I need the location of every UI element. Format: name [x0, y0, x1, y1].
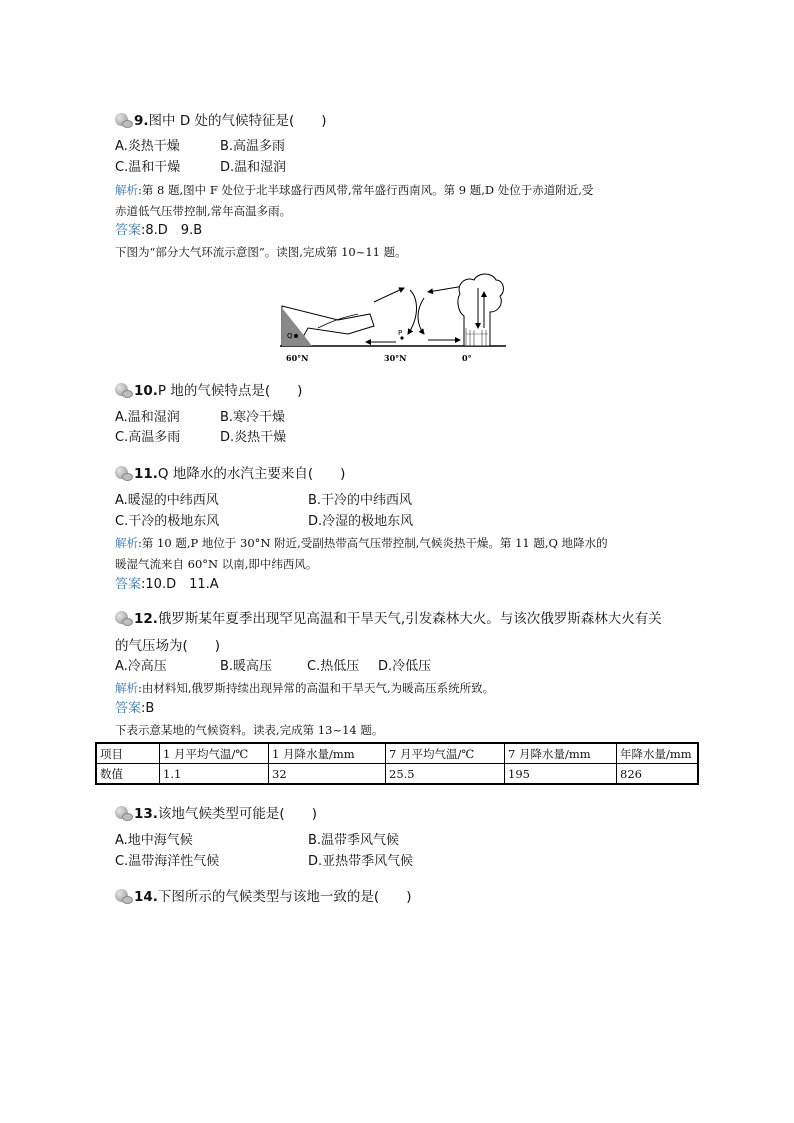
explanation [115, 181, 593, 199]
option-a: A.冷高压 [115, 659, 167, 674]
question-number: 11. [134, 466, 158, 482]
table-cell: 826 [617, 764, 699, 785]
question-text: 俄罗斯某年夏季出现罕见高温和干旱天气,引发森林大火。与该次俄罗斯森林大火有关 [157, 611, 662, 627]
cloud-tower [458, 274, 504, 346]
explanation-text: :由材料知,俄罗斯持续出现异常的高温和干旱天气,为暖高压系统所致。 [138, 681, 495, 695]
option-b: B.干冷的中纬西风 [308, 493, 413, 508]
explanation-cont: 暖湿气流来自 60°N 以南,即中纬西风。 [115, 557, 318, 571]
option-c: C.温带海洋性气候 [115, 854, 220, 869]
option-d: D.冷低压 [378, 659, 432, 674]
table-header-cell: 1 月降水量/mm [269, 743, 386, 764]
question-text: Q 地降水的水汽主要来自( ) [157, 466, 346, 482]
answer-label: 答案 [115, 701, 142, 716]
question-text: P 地的气候特点是( ) [157, 383, 303, 399]
question-number: 14. [134, 889, 158, 905]
answer-label: 答案 [115, 223, 142, 238]
answer [115, 222, 202, 240]
option-c: C.热低压 [307, 659, 360, 674]
option-a: A.炎热干燥 [115, 139, 180, 154]
table-cell: 25.5 [386, 764, 505, 785]
table-header-cell: 1 月平均气温/℃ [160, 743, 269, 764]
options-row [115, 429, 286, 447]
question-text: 下图所示的气候类型与该地一致的是( ) [157, 889, 412, 905]
options-row [115, 409, 285, 427]
explanation-text: :第 8 题,图中 F 处位于北半球盛行西风带,常年盛行西南风。第 9 题,D 处位于赤道附近,受 [138, 183, 594, 197]
answer-text: :10.D 11.A [141, 577, 219, 592]
option-a: A.暖湿的中纬西风 [115, 493, 219, 508]
options-row [115, 832, 399, 850]
question-14 [115, 888, 411, 906]
table-header-cell: 7 月平均气温/℃ [386, 743, 505, 764]
descending-arrow [408, 290, 417, 334]
option-c: C.干冷的极地东风 [115, 514, 220, 529]
answer [115, 576, 219, 594]
table-header-cell: 项目 [96, 743, 160, 764]
table-header-row [96, 743, 698, 764]
question-badge-icon [115, 889, 131, 902]
explanation [115, 534, 608, 552]
option-d: D.亚热带季风气候 [308, 854, 414, 869]
table-header-cell: 7 月降水量/mm [505, 743, 617, 764]
question-10 [115, 382, 302, 400]
question-13 [115, 805, 317, 823]
question-11 [115, 465, 345, 483]
option-b: B.高温多雨 [220, 139, 286, 154]
answer [115, 700, 154, 718]
explanation-label: 解析 [115, 536, 138, 550]
subsiding-arrow [418, 298, 424, 334]
answer-text: :8.D 9.B [141, 223, 203, 238]
label-30n: 30°N [384, 353, 407, 363]
question-badge-icon [115, 113, 131, 126]
climate-data-table [95, 742, 699, 785]
explanation-label: 解析 [115, 183, 138, 197]
option-c: C.温和干燥 [115, 160, 181, 175]
question-badge-icon [115, 611, 131, 624]
option-a: A.温和湿润 [115, 410, 180, 425]
upper-flow-arrow [374, 288, 404, 302]
options-row [115, 658, 431, 676]
question-badge-icon [115, 383, 131, 396]
table-header-cell: 年降水量/mm [617, 743, 699, 764]
table-row [96, 764, 698, 785]
answer-text: :B [141, 701, 155, 716]
question-number: 10. [134, 383, 158, 399]
explanation-text: :第 10 题,P 地位于 30°N 附近,受副热带高气压带控制,气候炎热干燥。第 11 题,Q 地降水的 [138, 536, 608, 550]
explanation-cont: 赤道低气压带控制,常年高温多雨。 [115, 204, 292, 218]
option-b: B.寒冷干燥 [220, 410, 286, 425]
option-b: B.暖高压 [220, 659, 273, 674]
options-row [115, 513, 413, 531]
options-row [115, 492, 412, 510]
question-number: 9. [134, 113, 149, 129]
question-badge-icon [115, 466, 131, 479]
question-number: 12. [134, 611, 158, 627]
atmospheric-circulation-diagram [278, 268, 510, 368]
option-c: C.高温多雨 [115, 430, 181, 445]
question-number: 13. [134, 806, 158, 822]
options-row [115, 159, 286, 177]
explanation-label: 解析 [115, 681, 138, 695]
question-12 [115, 610, 662, 628]
question-text: 图中 D 处的气候特征是( ) [148, 113, 327, 129]
label-equator: 0° [462, 353, 472, 363]
option-d: D.温和湿润 [220, 160, 287, 175]
option-d: D.炎热干燥 [220, 430, 287, 445]
point-p-label: P [398, 329, 403, 337]
table-cell: 1.1 [160, 764, 269, 785]
question-text-cont: 的气压场为( ) [115, 638, 221, 654]
option-b: B.温带季风气候 [308, 833, 400, 848]
answer-label: 答案 [115, 577, 142, 592]
option-d: D.冷湿的极地东风 [308, 514, 414, 529]
point-q-label: Q [287, 332, 293, 340]
intro-text: 下图为“部分大气环流示意图”。读图,完成第 10~11 题。 [115, 245, 407, 259]
label-60n: 60°N [286, 353, 309, 363]
table-cell: 195 [505, 764, 617, 785]
options-row [115, 138, 285, 156]
question-text: 该地气候类型可能是( ) [157, 806, 317, 822]
question-9 [115, 112, 327, 130]
option-a: A.地中海气候 [115, 833, 193, 848]
table-cell: 32 [269, 764, 386, 785]
explanation [115, 679, 494, 697]
options-row [115, 853, 413, 871]
question-badge-icon [115, 806, 131, 819]
table-cell: 数值 [96, 764, 160, 785]
point-q-marker [294, 334, 298, 338]
intro-text: 下表示意某地的气候资料。读表,完成第 13~14 题。 [115, 723, 384, 737]
